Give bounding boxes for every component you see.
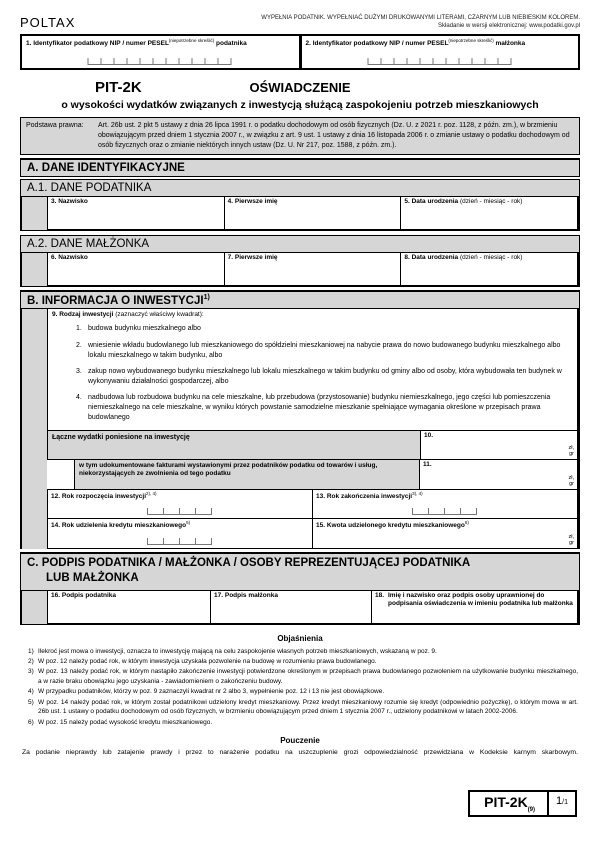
field-7-pierwsze-imie[interactable]: 7. Pierwsze imię bbox=[224, 253, 402, 286]
field-9-rodzaj-inwestycji[interactable] bbox=[47, 309, 578, 430]
footer-form-code: PIT-$2K_{(9)}$ bbox=[484, 794, 536, 813]
warning-text: Za podanie nieprawdy lub zatajenie prawdy i przez to narażenie podatku na uszczuplenie grozi odpowiedzialność przewidziana w Kodeksie karnym skarbowym. bbox=[22, 748, 578, 756]
form-subtitle: o wysokości wydatków związanych z inwestycją służącą zaspokojeniu potrzeb mieszkaniowych bbox=[61, 99, 539, 112]
documented-expenses-label: w tym udokumentowane fakturami wystawionymi przez podatników podatku od towarów i usług, niekorzystających ze zwolnienia od tego podatku bbox=[74, 460, 420, 490]
field-15-currency: zł, gr bbox=[568, 534, 574, 547]
field-14-rok-kredytu[interactable]: 14. Rok udzielenia kredytu mieszkaniowego$^{5)}$ bbox=[47, 519, 313, 549]
field-12-rok-rozpoczecia[interactable]: 12. Rok rozpoczęcia inwestycji$^{2), 4)}$ bbox=[47, 490, 313, 519]
legal-basis-label: Podstawa prawna: bbox=[26, 122, 84, 130]
section-c-fields bbox=[20, 591, 580, 625]
legal-basis-text: Art. 26b ust. 2 pkt 5 ustawy z dnia 26 lipca 1991 r. o podatku dochodowym od osób fizycznych (Dz. U. z 2021 r. poz. 1128, z późn. zm.), w brzmieniu obowiązującym przed dniem 1 stycznia 2007 r., w związku z art. 9 ust. 1 ustawy z dnia 16 listopada 2006 r. o zmianie ustawy o podatku dochodowym od osób fizycznych oraz o zmianie niektórych innych ustaw (Dz. U. Nr 217, poz. 1588, z późn. zm.). bbox=[98, 122, 570, 149]
footnote-4: 4) W przypadku podatników, którzy w poz. 9 zaznaczyli kwadrat nr 2 albo 3, wypełnienie poz. 12 i 13 nie jest obowiązkowe. bbox=[28, 688, 385, 696]
section-a-header: A. DANE IDENTYFIKACYJNE bbox=[20, 158, 580, 177]
row-documented-expenses bbox=[20, 460, 580, 490]
form-code: PIT-2K bbox=[95, 79, 142, 97]
investment-option-4[interactable]: 4. nadbudowa lub rozbudowa budynku na cele mieszkalne, lub przebudowa (przystosowanie) budynku niemieszkalnego, jego części lub pomieszczenia niemieszkalnego na cele mieszkalne, w wyniku których powstanie samodzielne mieszkanie spełniające wymagania określone w przepisach prawa budowlanego bbox=[76, 394, 551, 422]
field-18-podpis-osoby-uprawnionej[interactable]: 18. Imię i nazwisko oraz podpis osoby uprawnionej do podpisania oświadczenia w imieniu podatnika lub małżonka bbox=[371, 591, 578, 624]
footnote-6: 6) W poz. 15 należy podać wysokość kredytu mieszkaniowego. bbox=[28, 718, 213, 726]
footer-form-code-box bbox=[468, 790, 577, 817]
row-total-expenses bbox=[20, 431, 580, 460]
field-9-container bbox=[20, 309, 580, 430]
field-14-year-comb[interactable] bbox=[148, 538, 212, 545]
footnote-5: 5) W poz. 14 należy podać rok, w którym został podatnikowi udzielony kredyt mieszkaniowy. Przez kredyt mieszkaniowy rozumie się kredyt (odpowiednio pożyczkę), o którym mowa w art. 26b ust. 1 ustawy o podatku dochodowym od osób fizycznych, w brzmieniu obowiązującym przed dniem 1 stycznia 2007 r., udzielony podatnikowi w latach 2002-2006. bbox=[28, 698, 578, 716]
field-13-year-comb[interactable] bbox=[413, 508, 477, 515]
investment-option-1[interactable]: 1. budowa budynku mieszkalnego albo bbox=[76, 325, 201, 333]
field-8-data-urodzenia[interactable]: 8. Data urodzenia (dzień - miesiąc - rok) bbox=[400, 253, 578, 286]
investment-option-2[interactable]: 2. wniesienie wkładu budowlanego lub mieszkaniowego do spółdzielni mieszkaniowej na nabycie prawa do nowo budowanego budynku mieszkalnego albo lokalu mieszkalnego w takim budynku, albo bbox=[76, 341, 561, 359]
field-15-kwota-kredytu[interactable]: 15. Kwota udzielonego kredytu mieszkaniowego$^{6)}$ zł, gr bbox=[312, 519, 578, 549]
fill-instructions-line1: WYPEŁNIA PODATNIK. WYPEŁNIAĆ DUŻYMI DRUKOWANYMI LITERAMI, CZARNYM LUB NIEBIESKIM KOLOREM. bbox=[261, 15, 580, 21]
warning-title: Pouczenie bbox=[280, 735, 320, 745]
form-header bbox=[20, 14, 580, 30]
field-2-label: 2. Identyfikator podatkowy NIP / numer $PESEL^{(niepotrzebne skreślić)}$ małżonka bbox=[305, 38, 526, 48]
field-1-comb-input[interactable] bbox=[89, 58, 232, 65]
section-b-header: B. INFORMACJA O INWESTYCJI$^{1)}$ bbox=[20, 290, 580, 310]
explanations-title: Objaśnienia bbox=[277, 633, 323, 643]
field-2-nip-pesel-malzonka[interactable] bbox=[301, 34, 581, 70]
footnote-1: 1) Ilekroć jest mowa o inwestycji, oznacza to inwestycję mającą na celu zaspokojenie własnych potrzeb mieszkaniowych, wskazaną w poz. 9. bbox=[28, 647, 437, 655]
field-10-currency: zł, gr bbox=[568, 445, 574, 458]
investment-option-3[interactable]: 3. zakup nowo wybudowanego budynku mieszkalnego lub lokalu mieszkalnego w takim budynku od gminy albo od osoby, która wybudowała ten budynek w wykonywaniu działalności gospodarczej, albo bbox=[76, 367, 562, 385]
row-11-indent bbox=[47, 460, 75, 490]
legal-basis-box bbox=[20, 117, 580, 154]
field-16-podpis-podatnika[interactable]: 16. Podpis podatnika bbox=[47, 591, 211, 624]
field-11-amount[interactable]: 11. zł, gr bbox=[419, 460, 578, 490]
footnote-2: 2) W poz. 12 należy podać rok, w którym inwestycja uzyskała pozwolenie na budowę w rozumieniu prawa budowlanego. bbox=[28, 657, 377, 665]
field-3-nazwisko[interactable]: 3. Nazwisko bbox=[47, 197, 225, 230]
row-investment-years bbox=[20, 490, 580, 519]
field-12-year-comb[interactable] bbox=[148, 508, 212, 515]
section-a1-fields bbox=[20, 197, 580, 231]
field-9-label: 9. Rodzaj inwestycji (zaznaczyć właściwy kwadrat): bbox=[52, 311, 204, 319]
section-a2-header: A.2. DANE MAŁŻONKA bbox=[20, 235, 580, 253]
form-title: OŚWIADCZENIE bbox=[249, 80, 351, 96]
efiling-info: Składanie w wersji elektronicznej: www.podatki.gov.pl bbox=[438, 23, 580, 30]
field-2-comb-input[interactable] bbox=[368, 58, 511, 65]
field-1-label: 1. Identyfikator podatkowy NIP / numer $PESEL^{(niepotrzebne skreślić)}$ podatnika bbox=[26, 38, 247, 48]
poltax-logo: POLTAX bbox=[20, 15, 76, 31]
field-10-amount[interactable]: 10. zł, gr bbox=[420, 431, 578, 460]
field-4-pierwsze-imie[interactable]: 4. Pierwsze imię bbox=[224, 197, 402, 230]
field-5-data-urodzenia[interactable]: 5. Data urodzenia (dzień - miesiąc - rok) bbox=[400, 197, 578, 230]
footer-page-number: 1/1 bbox=[547, 792, 575, 815]
row-credit bbox=[20, 519, 580, 549]
field-6-nazwisko[interactable]: 6. Nazwisko bbox=[47, 253, 225, 286]
section-a1-header: A.1. DANE PODATNIKA bbox=[20, 179, 580, 197]
field-1-nip-pesel-podatnika[interactable] bbox=[20, 34, 301, 70]
field-13-rok-zakonczenia[interactable]: 13. Rok zakończenia inwestycji$^{3), 4)}$ bbox=[312, 490, 578, 519]
title-row bbox=[20, 79, 580, 96]
explanations-list bbox=[20, 647, 580, 727]
field-17-podpis-malzonka[interactable]: 17. Podpis małżonka bbox=[210, 591, 372, 624]
fill-instructions bbox=[261, 14, 580, 30]
section-c-header: C. PODPIS PODATNIKA / MAŁŻONKA / OSOBY REPREZENTUJĄCEJ PODATNIKA LUB MAŁŻONKA bbox=[20, 552, 580, 591]
section-a2-fields bbox=[20, 253, 580, 287]
footnote-3: 3) W poz. 13 należy podać rok, w którym nastąpiło zakończenie inwestycji potwierdzone określonym w przepisach prawa budowlanego pozwoleniem na użytkowanie budynku mieszkalnego, a w razie braku obowiązku jego uzyskania - zawiadomieniem o zakończeniu budowy. bbox=[28, 668, 578, 685]
field-11-currency: zł, gr bbox=[568, 475, 574, 488]
taxpayer-id-row bbox=[20, 34, 580, 70]
total-expenses-label: Łączne wydatki poniesione na inwestycję bbox=[47, 431, 421, 460]
